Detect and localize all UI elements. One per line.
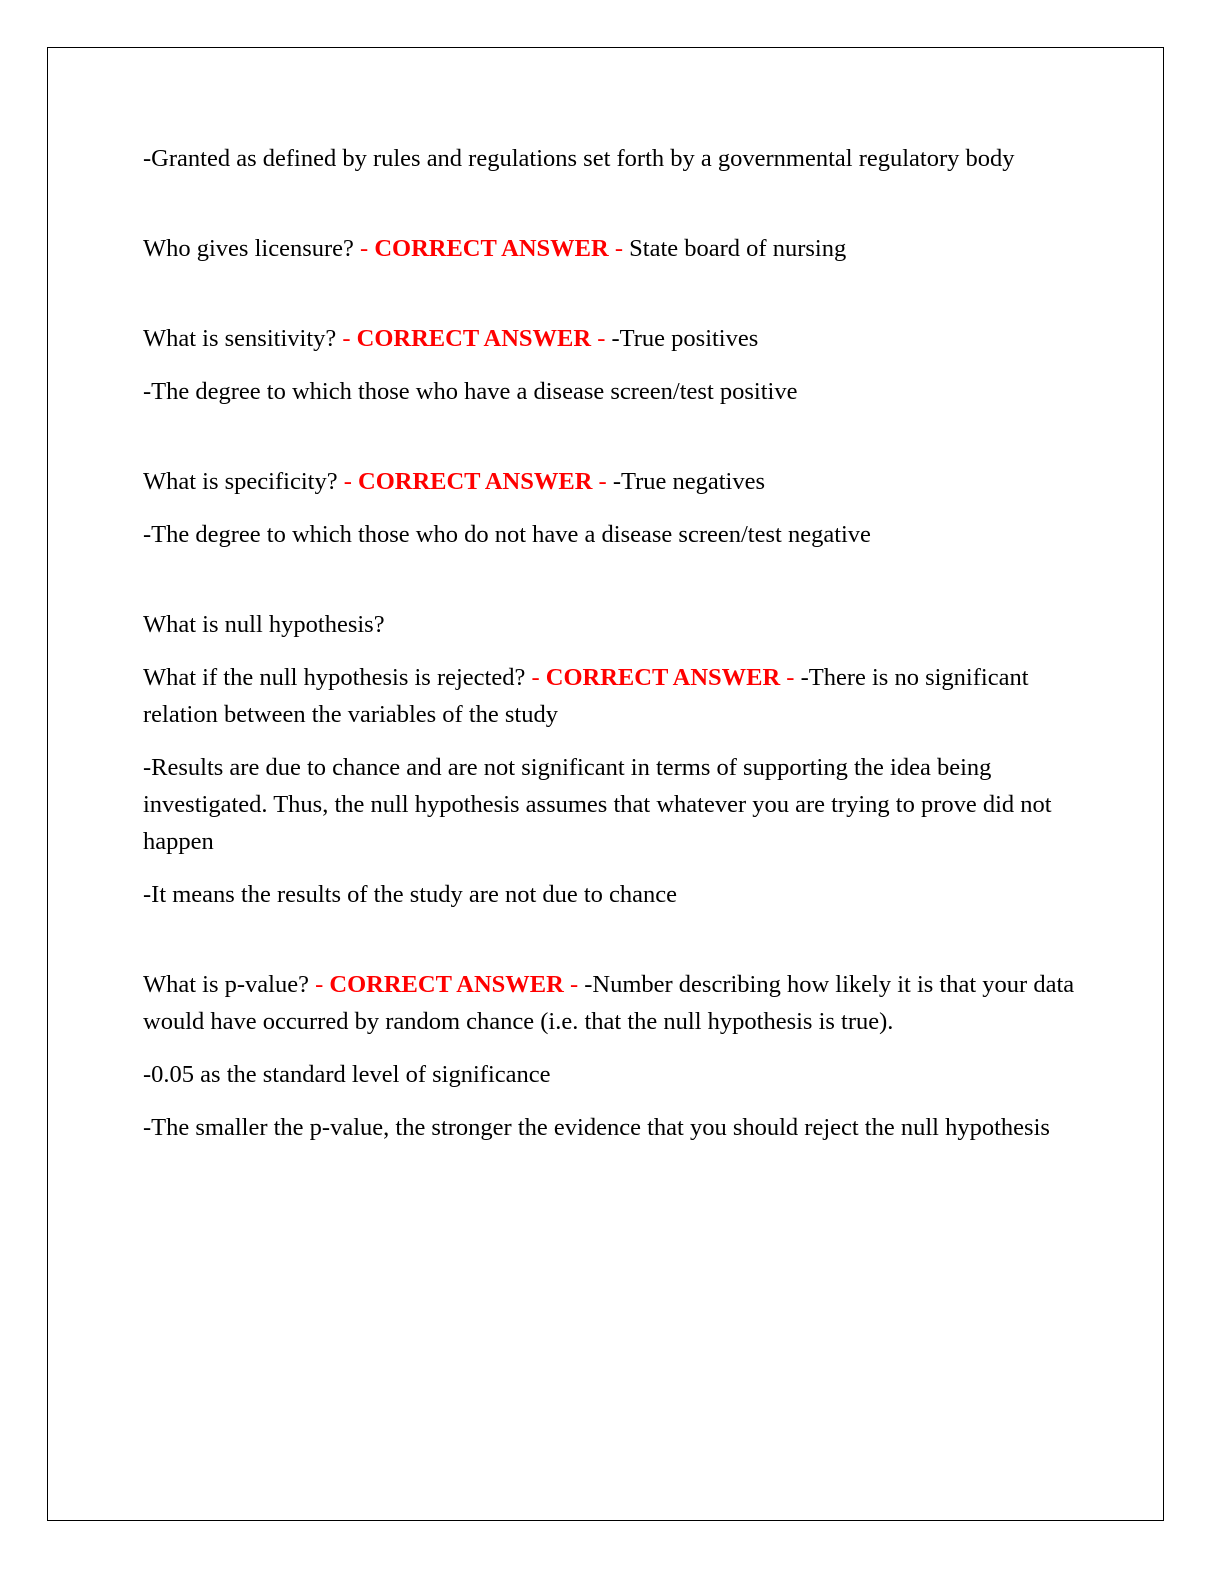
answer-marker-dash: - bbox=[598, 468, 607, 495]
answer-marker-dash: - bbox=[786, 664, 795, 691]
qa-block-null-hypothesis bbox=[143, 606, 1083, 913]
answer-extra-line: -The degree to which those who have a disease screen/test positive bbox=[143, 378, 798, 405]
qa-line bbox=[143, 320, 1083, 357]
answer-extra-line: -0.05 as the standard level of significance bbox=[143, 1061, 551, 1088]
answer-text: -True negatives bbox=[612, 468, 766, 495]
qa-line bbox=[143, 966, 1083, 1040]
answer-marker-dash: - bbox=[531, 664, 540, 691]
answer-marker-dash: - bbox=[360, 235, 369, 262]
question-text: What is p-value? bbox=[143, 971, 309, 998]
answer-extra-line: -The degree to which those who do not have a disease screen/test negative bbox=[143, 521, 871, 548]
answer-marker-dash: - bbox=[342, 325, 351, 352]
answer-marker-dash: - bbox=[315, 971, 324, 998]
answer-extra-line: -The smaller the p-value, the stronger the evidence that you should reject the null hypothesis bbox=[143, 1114, 1050, 1141]
answer-marker-dash: - bbox=[614, 235, 624, 262]
qa-block-licensure bbox=[143, 230, 1083, 267]
question-text: Who gives licensure? bbox=[143, 235, 354, 262]
question-text: What is sensitivity? bbox=[143, 325, 337, 352]
answer-text: State board of nursing bbox=[629, 235, 847, 262]
qa-block-sensitivity bbox=[143, 320, 1083, 410]
qa-line bbox=[143, 230, 1083, 267]
answer-text: -There is no significant relation between the variables of the study bbox=[143, 664, 1029, 728]
continuation-line: -Granted as defined by rules and regulations set forth by a governmental regulatory body bbox=[143, 145, 1015, 172]
qa-block-specificity bbox=[143, 463, 1083, 553]
answer-extra-line: -It means the results of the study are not due to chance bbox=[143, 881, 678, 908]
qa-line bbox=[143, 659, 1083, 733]
answer-text: -True positives bbox=[611, 325, 759, 352]
answer-marker-dash: - bbox=[569, 971, 579, 998]
answer-extra-line: -Results are due to chance and are not significant in terms of supporting the idea being investigated. Thus, the null hypothesis assumes that whatever you are trying to prove did not happen bbox=[143, 754, 1052, 855]
answer-text: -Number describing how likely it is that your data would have occurred by random chance (i.e. that the null hypothesis is true). bbox=[143, 971, 1075, 1035]
answer-marker-dash: - bbox=[597, 325, 606, 352]
question-text: What if the null hypothesis is rejected? bbox=[143, 664, 526, 691]
answer-marker-dash: - bbox=[343, 468, 352, 495]
answer-marker-label: CORRECT ANSWER bbox=[356, 325, 592, 352]
qa-block-p-value bbox=[143, 966, 1083, 1146]
answer-marker-label: CORRECT ANSWER bbox=[329, 971, 564, 998]
continuation-block bbox=[143, 140, 1083, 177]
qa-line bbox=[143, 463, 1083, 500]
question-prefix-line: What is null hypothesis? bbox=[143, 611, 385, 638]
document-body bbox=[143, 140, 1083, 1146]
answer-marker-label: CORRECT ANSWER bbox=[374, 235, 609, 262]
question-text: What is specificity? bbox=[143, 468, 338, 495]
answer-marker-label: CORRECT ANSWER bbox=[545, 664, 781, 691]
answer-marker-label: CORRECT ANSWER bbox=[358, 468, 593, 495]
